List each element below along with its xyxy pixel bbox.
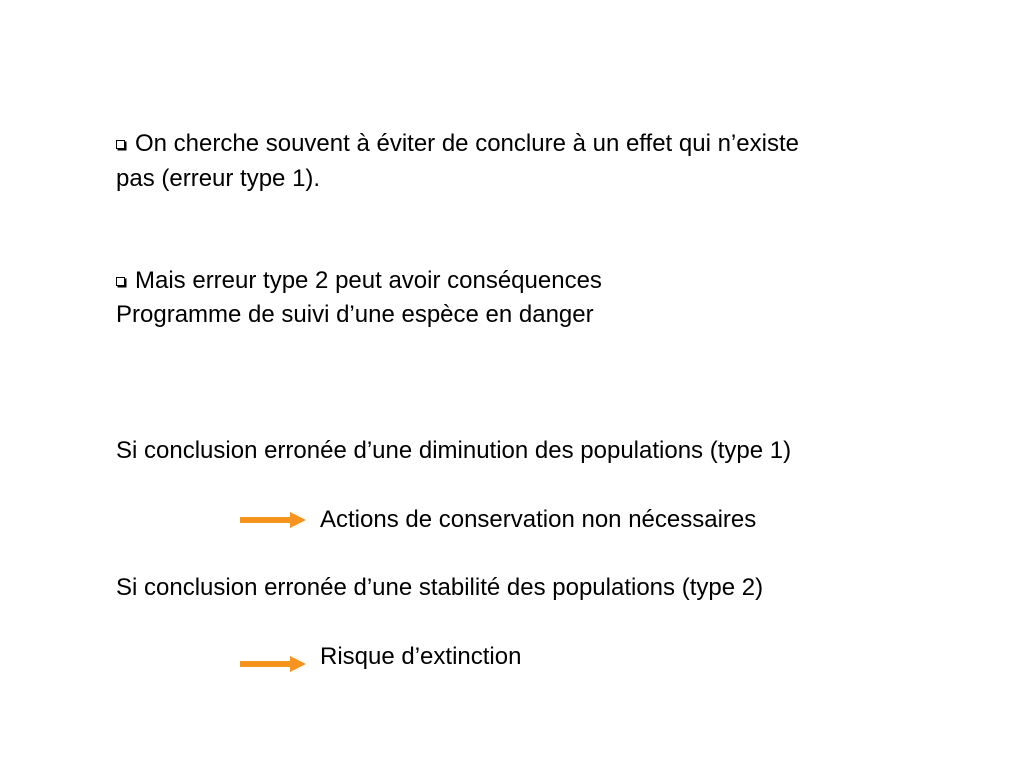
case-2-consequence: Risque d’extinction [320, 643, 522, 670]
bullet-1-line-2: pas (erreur type 1). [116, 165, 321, 192]
right-arrow-icon [240, 512, 306, 528]
bullet-2-line-2: Programme de suivi d’une espèce en danger [116, 301, 594, 328]
checkbox-bullet-icon [116, 140, 125, 149]
bullet-1-line-1 [116, 127, 799, 161]
case-1-consequence: Actions de conservation non nécessaires [320, 506, 757, 533]
case-2-condition: Si conclusion erronée d’une stabilité des populations (type 2) [116, 574, 764, 601]
case-1-condition: Si conclusion erronée d’une diminution des populations (type 1) [116, 437, 792, 464]
bullet-2-text-1: Mais erreur type 2 peut avoir conséquences [135, 267, 602, 294]
bullet-1-text-1: On cherche souvent à éviter de conclure à un effet qui n’existe [135, 130, 799, 157]
right-arrow-icon [240, 656, 306, 672]
checkbox-bullet-icon [116, 277, 125, 286]
bullet-2-line-1 [116, 264, 602, 298]
